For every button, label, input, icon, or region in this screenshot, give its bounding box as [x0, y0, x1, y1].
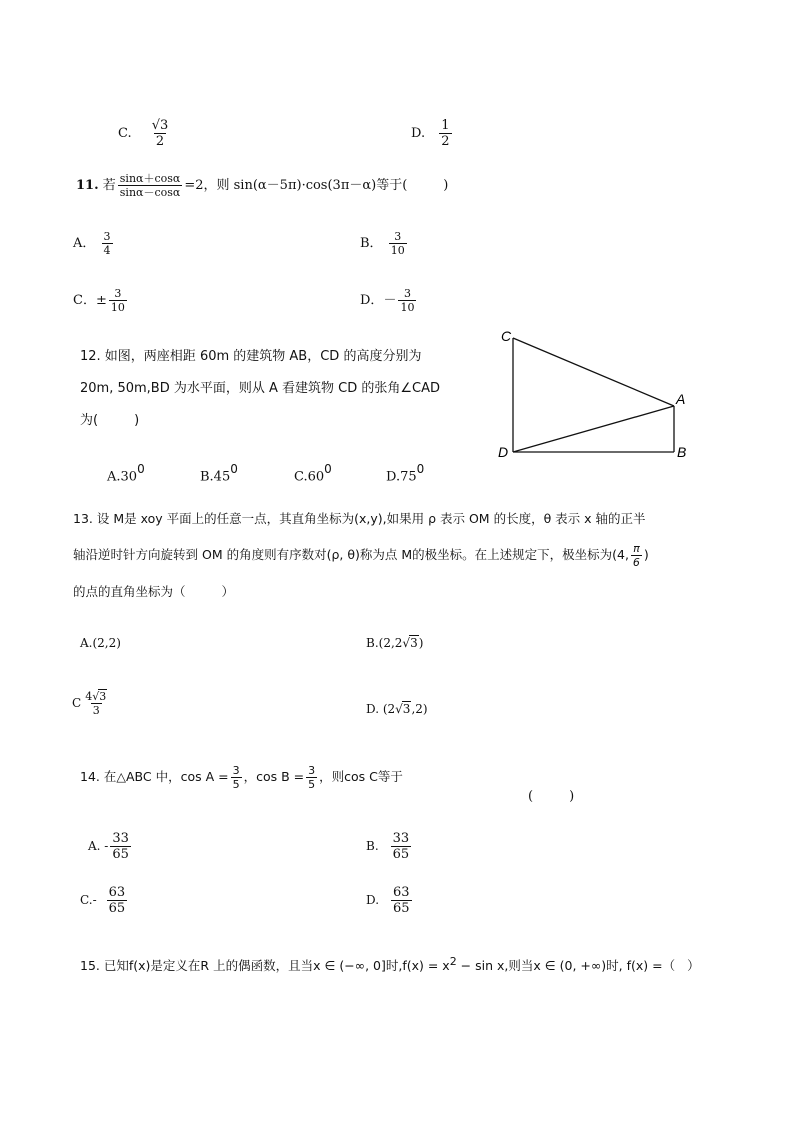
question-11-stem: 11. 若 $\frac{\sin\alpha+\cos\alpha}{\sin\alpha-\cos\alpha}$ =2，则 sin(α－5π)·cos(3π－α)等于( )	[76, 172, 449, 199]
q14-cos-a-fraction: $\frac{3}{5}$	[232, 764, 240, 791]
q12-option-a: $A.30^0$	[107, 462, 145, 485]
q14-answer-paren: ( )	[528, 789, 575, 804]
q11-option-d: D．－ $\frac{3}{10}$	[360, 287, 415, 314]
line-ca	[513, 338, 674, 406]
q10-option-d: D. $\frac{1}{2}$	[411, 118, 450, 149]
q13-pi-over-6-fraction: $\frac{\pi}{6}$	[632, 542, 640, 569]
q13-line-2: 轴沿逆时针方向旋转到 OM 的角度则有序数对(ρ, θ)称为点 M的极坐标。在上述规定下，极坐标为(4, $\frac{\pi}{6}$ )	[73, 542, 649, 569]
q11-option-c: C．± $\frac{3}{10}$	[73, 287, 125, 314]
q13-option-b: B.(2,2√3)	[366, 636, 424, 650]
q14-option-d-fraction: $\frac{63}{65}$	[393, 885, 410, 916]
q12-line-2: 20m, 50m,BD 为水平面，则从 A 看建筑物 CD 的张角∠CAD	[80, 381, 441, 396]
question-14-stem: 14. 在△ABC 中，cos A = $\frac{3}{5}$ ，cos B = $\frac{3}{5}$ ，则cos C等于	[80, 764, 403, 791]
label-d: D	[498, 444, 509, 460]
q14-cos-b-fraction: $\frac{3}{5}$	[308, 764, 316, 791]
q13-line-1: 13. 设 M是 xoy 平面上的任意一点，其直角坐标为(x,y),如果用 ρ 表示 OM 的长度，θ 表示 x 轴的正半	[73, 511, 646, 526]
q12-option-b: $B.45^0$	[200, 462, 238, 485]
q12-option-c: $C.60^0$	[294, 462, 332, 485]
q10-option-c: C. $\frac{√3}{2}$	[118, 118, 169, 149]
q12-line-1: 12. 如图，两座相距 60m 的建筑物 AB，CD 的高度分别为	[80, 349, 422, 364]
q13-option-a: A.(2,2)	[80, 636, 121, 650]
q13-option-c: C $\frac{4√3}{3}$	[72, 690, 111, 717]
q14-option-a: A. - $\frac{33}{65}$	[88, 831, 129, 862]
q12-line-3: 为( )	[80, 413, 140, 428]
q13-line-3: 的点的直角坐标为（ ）	[73, 584, 235, 599]
q11-option-c-fraction: $\frac{3}{10}$	[110, 287, 125, 314]
q14-option-b: B. $\frac{33}{65}$	[366, 831, 410, 862]
label-a: A	[676, 391, 686, 407]
q14-option-a-fraction: $\frac{33}{65}$	[112, 831, 129, 862]
q11-option-b-fraction: $\frac{3}{10}$	[390, 230, 405, 257]
q14-option-c: C.- $\frac{63}{65}$	[80, 885, 126, 916]
q13-option-d: D. (2√3,2)	[366, 702, 428, 716]
question-15-stem: 15. 已知f(x)是定义在R 上的偶函数，且当x ∈ (−∞, 0]时$,f(x) = x^2 - \sin x$,则当x ∈ (0, +∞)时, f(x) =（ ）	[80, 955, 700, 974]
q11-option-a: A． $\frac{3}{4}$	[73, 230, 111, 257]
q13-option-c-fraction: $\frac{4√3}{3}$	[85, 690, 107, 717]
q11-condition-fraction: $\frac{\sin\alpha+\cos\alpha}{\sin\alpha-\cos\alpha}$	[119, 172, 181, 199]
line-da	[513, 406, 674, 452]
q12-option-d: $D.75^0$	[386, 462, 425, 485]
q14-option-d: D. $\frac{63}{65}$	[366, 885, 410, 916]
q11-option-d-fraction: $\frac{3}{10}$	[400, 287, 415, 314]
q11-option-b: B． $\frac{3}{10}$	[360, 230, 405, 257]
q10-option-c-fraction: $\frac{√3}{2}$	[151, 118, 169, 149]
q14-option-c-fraction: $\frac{63}{65}$	[108, 885, 126, 916]
q14-option-b-fraction: $\frac{33}{65}$	[392, 831, 410, 862]
label-c: C	[501, 328, 512, 344]
label-b: B	[677, 444, 687, 460]
q10-option-d-fraction: $\frac{1}{2}$	[441, 118, 450, 149]
buildings-figure	[495, 326, 695, 466]
q11-option-a-fraction: $\frac{3}{4}$	[103, 230, 111, 257]
